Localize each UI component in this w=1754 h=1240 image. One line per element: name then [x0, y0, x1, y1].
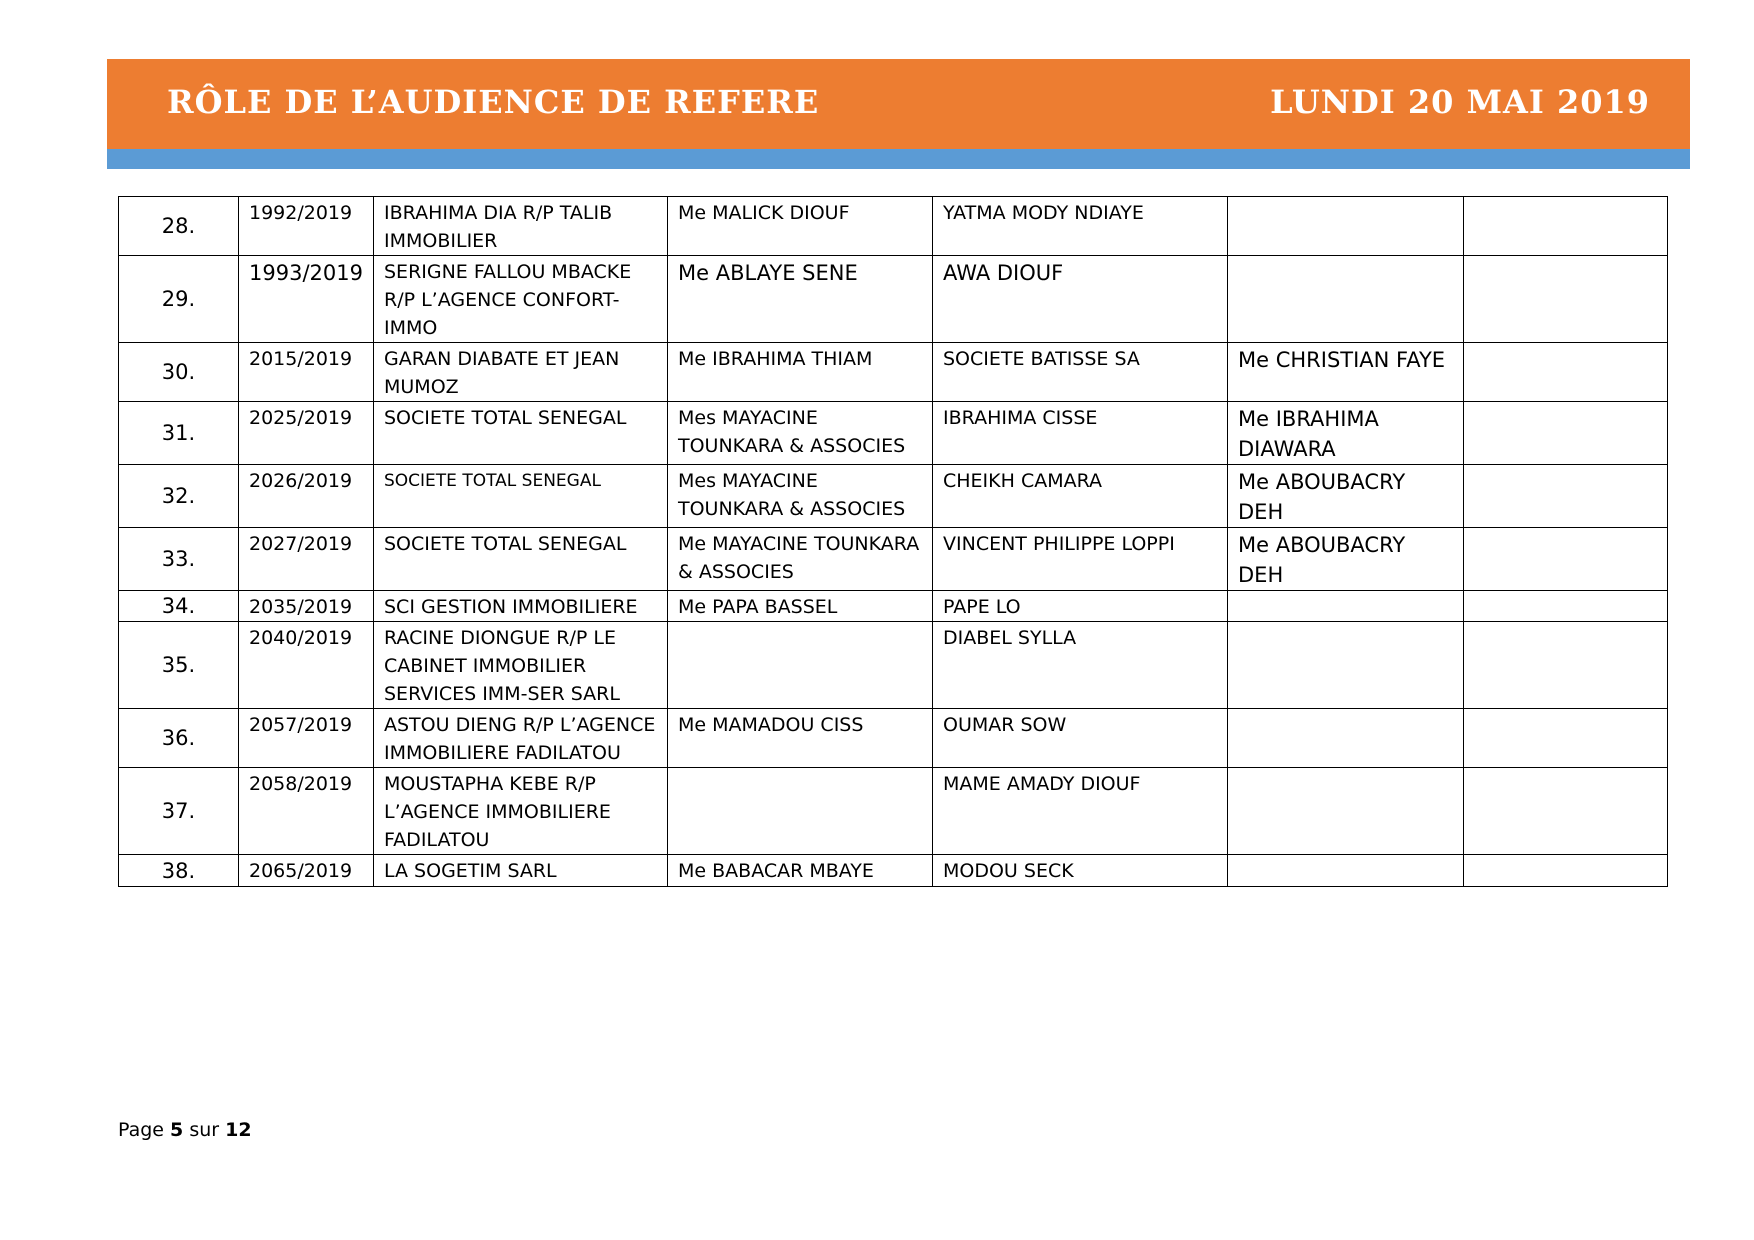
case-number: 2040/2019 — [239, 622, 374, 709]
defendant: AWA DIOUF — [933, 256, 1228, 343]
row-number: 29. — [119, 256, 239, 343]
extra-cell — [1464, 256, 1668, 343]
page-header — [107, 59, 1690, 149]
defendant-lawyer — [1228, 768, 1464, 855]
defendant-lawyer — [1228, 591, 1464, 622]
case-number: 2026/2019 — [239, 465, 374, 528]
header-stripe — [107, 149, 1690, 169]
defendant: YATMA MODY NDIAYE — [933, 197, 1228, 256]
table-row — [119, 622, 1668, 709]
total-page-count: 12 — [225, 1119, 252, 1141]
row-number: 30. — [119, 343, 239, 402]
plaintiff-lawyer: Me MAYACINE TOUNKARA & ASSOCIES — [668, 528, 933, 591]
defendant: PAPE LO — [933, 591, 1228, 622]
defendant-lawyer: Me CHRISTIAN FAYE — [1228, 343, 1464, 402]
table-row — [119, 591, 1668, 622]
row-number: 36. — [119, 709, 239, 768]
table-row — [119, 768, 1668, 855]
row-number: 38. — [119, 855, 239, 887]
extra-cell — [1464, 343, 1668, 402]
row-number: 32. — [119, 465, 239, 528]
plaintiff: MOUSTAPHA KEBE R/P L’AGENCE IMMOBILIERE FADILATOU — [374, 768, 668, 855]
plaintiff-lawyer: Mes MAYACINE TOUNKARA & ASSOCIES — [668, 402, 933, 465]
row-number: 35. — [119, 622, 239, 709]
table-row — [119, 343, 1668, 402]
defendant-lawyer — [1228, 256, 1464, 343]
plaintiff-lawyer: Me BABACAR MBAYE — [668, 855, 933, 887]
footer-separator: sur — [189, 1119, 220, 1141]
table-row — [119, 256, 1668, 343]
plaintiff: ASTOU DIENG R/P L’AGENCE IMMOBILIERE FADILATOU — [374, 709, 668, 768]
footer-prefix: Page — [118, 1119, 164, 1141]
plaintiff: SERIGNE FALLOU MBACKE R/P L’AGENCE CONFORT-IMMO — [374, 256, 668, 343]
defendant-lawyer — [1228, 197, 1464, 256]
plaintiff-lawyer: Me PAPA BASSEL — [668, 591, 933, 622]
plaintiff-lawyer — [668, 622, 933, 709]
plaintiff: SCI GESTION IMMOBILIERE — [374, 591, 668, 622]
table-row — [119, 855, 1668, 887]
case-number: 2057/2019 — [239, 709, 374, 768]
case-number: 2065/2019 — [239, 855, 374, 887]
extra-cell — [1464, 855, 1668, 887]
defendant: OUMAR SOW — [933, 709, 1228, 768]
row-number: 37. — [119, 768, 239, 855]
case-number: 1992/2019 — [239, 197, 374, 256]
extra-cell — [1464, 709, 1668, 768]
defendant: DIABEL SYLLA — [933, 622, 1228, 709]
plaintiff-lawyer: Me MAMADOU CISS — [668, 709, 933, 768]
defendant: MAME AMADY DIOUF — [933, 768, 1228, 855]
table-row — [119, 528, 1668, 591]
current-page-number: 5 — [170, 1119, 184, 1141]
page-footer — [118, 1119, 252, 1141]
defendant-lawyer — [1228, 709, 1464, 768]
table-row — [119, 709, 1668, 768]
case-number: 2015/2019 — [239, 343, 374, 402]
defendant: MODOU SECK — [933, 855, 1228, 887]
header-date: LUNDI 20 MAI 2019 — [1270, 83, 1650, 121]
row-number: 28. — [119, 197, 239, 256]
case-number: 2035/2019 — [239, 591, 374, 622]
defendant-lawyer: Me ABOUBACRY DEH — [1228, 528, 1464, 591]
extra-cell — [1464, 465, 1668, 528]
extra-cell — [1464, 622, 1668, 709]
row-number: 34. — [119, 591, 239, 622]
defendant: SOCIETE BATISSE SA — [933, 343, 1228, 402]
plaintiff-lawyer: Me IBRAHIMA THIAM — [668, 343, 933, 402]
plaintiff-lawyer: Me ABLAYE SENE — [668, 256, 933, 343]
plaintiff-lawyer: Mes MAYACINE TOUNKARA & ASSOCIES — [668, 465, 933, 528]
defendant-lawyer — [1228, 855, 1464, 887]
plaintiff-lawyer — [668, 768, 933, 855]
case-number: 2058/2019 — [239, 768, 374, 855]
table-row — [119, 197, 1668, 256]
plaintiff: LA SOGETIM SARL — [374, 855, 668, 887]
defendant-lawyer: Me IBRAHIMA DIAWARA — [1228, 402, 1464, 465]
plaintiff: IBRAHIMA DIA R/P TALIB IMMOBILIER — [374, 197, 668, 256]
header-title: RÔLE DE L’AUDIENCE DE REFERE — [167, 83, 820, 121]
extra-cell — [1464, 197, 1668, 256]
extra-cell — [1464, 528, 1668, 591]
defendant-lawyer: Me ABOUBACRY DEH — [1228, 465, 1464, 528]
defendant: VINCENT PHILIPPE LOPPI — [933, 528, 1228, 591]
row-number: 33. — [119, 528, 239, 591]
defendant-lawyer — [1228, 622, 1464, 709]
hearing-roll-table — [118, 196, 1668, 887]
case-number: 1993/2019 — [239, 256, 374, 343]
plaintiff: SOCIETE TOTAL SENEGAL — [374, 402, 668, 465]
row-number: 31. — [119, 402, 239, 465]
plaintiff-lawyer: Me MALICK DIOUF — [668, 197, 933, 256]
table-row — [119, 465, 1668, 528]
plaintiff: RACINE DIONGUE R/P LE CABINET IMMOBILIER SERVICES IMM-SER SARL — [374, 622, 668, 709]
defendant: CHEIKH CAMARA — [933, 465, 1228, 528]
case-number: 2025/2019 — [239, 402, 374, 465]
plaintiff: GARAN DIABATE ET JEAN MUMOZ — [374, 343, 668, 402]
plaintiff: SOCIETE TOTAL SENEGAL — [374, 528, 668, 591]
table-row — [119, 402, 1668, 465]
extra-cell — [1464, 768, 1668, 855]
extra-cell — [1464, 402, 1668, 465]
extra-cell — [1464, 591, 1668, 622]
defendant: IBRAHIMA CISSE — [933, 402, 1228, 465]
case-number: 2027/2019 — [239, 528, 374, 591]
plaintiff: SOCIETE TOTAL SENEGAL — [374, 465, 668, 528]
